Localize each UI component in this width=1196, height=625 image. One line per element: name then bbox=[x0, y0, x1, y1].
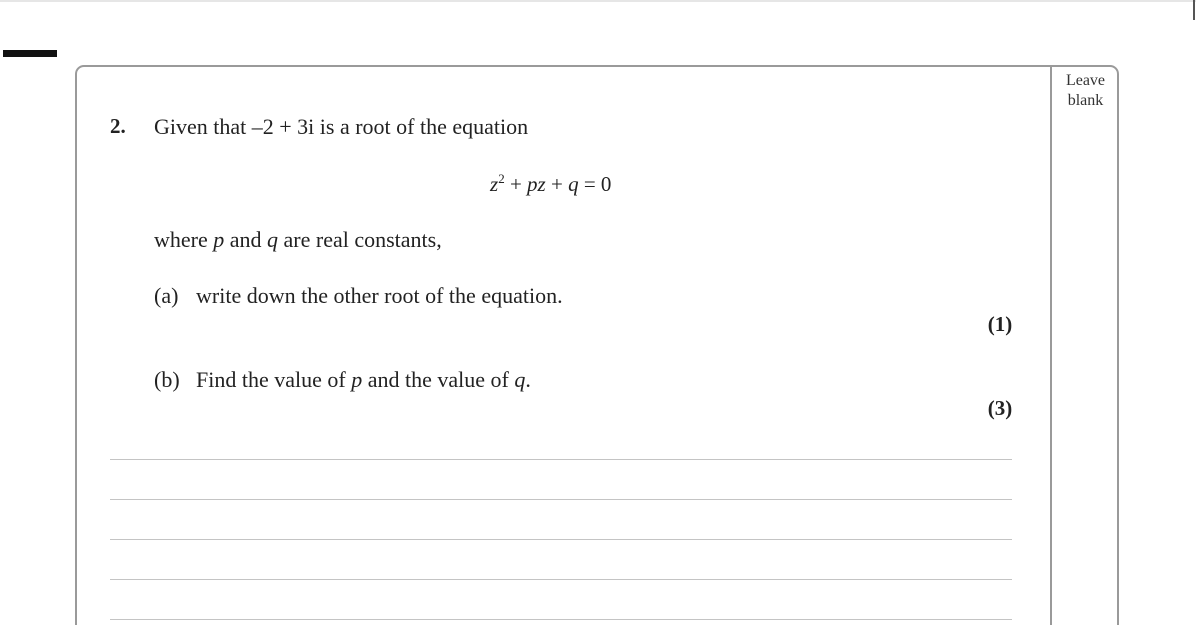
answer-line[interactable] bbox=[110, 579, 1012, 580]
margin-bar bbox=[3, 50, 57, 57]
part-b bbox=[154, 367, 531, 393]
part-b-p: p bbox=[351, 367, 363, 392]
equation-plus-1: + bbox=[504, 172, 528, 196]
where-p: p bbox=[213, 227, 225, 252]
part-b-mid: and the value of bbox=[362, 367, 515, 392]
answer-line[interactable] bbox=[110, 499, 1012, 500]
where-clause bbox=[154, 227, 442, 253]
part-a-label: (a) bbox=[154, 283, 179, 308]
part-a-text: write down the other root of the equation. bbox=[196, 283, 563, 308]
equation-rhs: = 0 bbox=[578, 172, 612, 196]
where-mid: and bbox=[224, 227, 268, 252]
part-b-suffix: . bbox=[525, 367, 531, 392]
where-suffix: are real constants, bbox=[278, 227, 442, 252]
where-prefix: where bbox=[154, 227, 214, 252]
part-a bbox=[154, 283, 563, 309]
equation-z: z bbox=[490, 172, 499, 196]
part-b-q: q bbox=[514, 367, 526, 392]
question-frame bbox=[75, 65, 1119, 625]
answer-line[interactable] bbox=[110, 619, 1012, 620]
question-intro: Given that –2 + 3i is a root of the equation bbox=[154, 114, 529, 139]
equation-q: q bbox=[568, 172, 579, 196]
page-corner-mark bbox=[1193, 0, 1195, 20]
leave-blank-label bbox=[1052, 71, 1119, 111]
part-a-marks: (1) bbox=[987, 312, 1013, 336]
page-top-edge bbox=[0, 0, 1196, 2]
leave-blank-line1: Leave bbox=[1065, 72, 1106, 89]
equation bbox=[490, 172, 611, 197]
equation-exponent: 2 bbox=[498, 171, 505, 186]
question-number: 2. bbox=[110, 114, 126, 138]
leave-blank-divider bbox=[1050, 66, 1052, 625]
where-q: q bbox=[267, 227, 279, 252]
part-b-marks: (3) bbox=[987, 396, 1013, 420]
equation-pz: pz bbox=[527, 172, 546, 196]
part-b-label: (b) bbox=[154, 367, 180, 392]
part-b-prefix: Find the value of bbox=[196, 367, 352, 392]
answer-line[interactable] bbox=[110, 539, 1012, 540]
equation-plus-2: + bbox=[545, 172, 569, 196]
leave-blank-line2: blank bbox=[1067, 92, 1104, 109]
answer-line[interactable] bbox=[110, 459, 1012, 460]
